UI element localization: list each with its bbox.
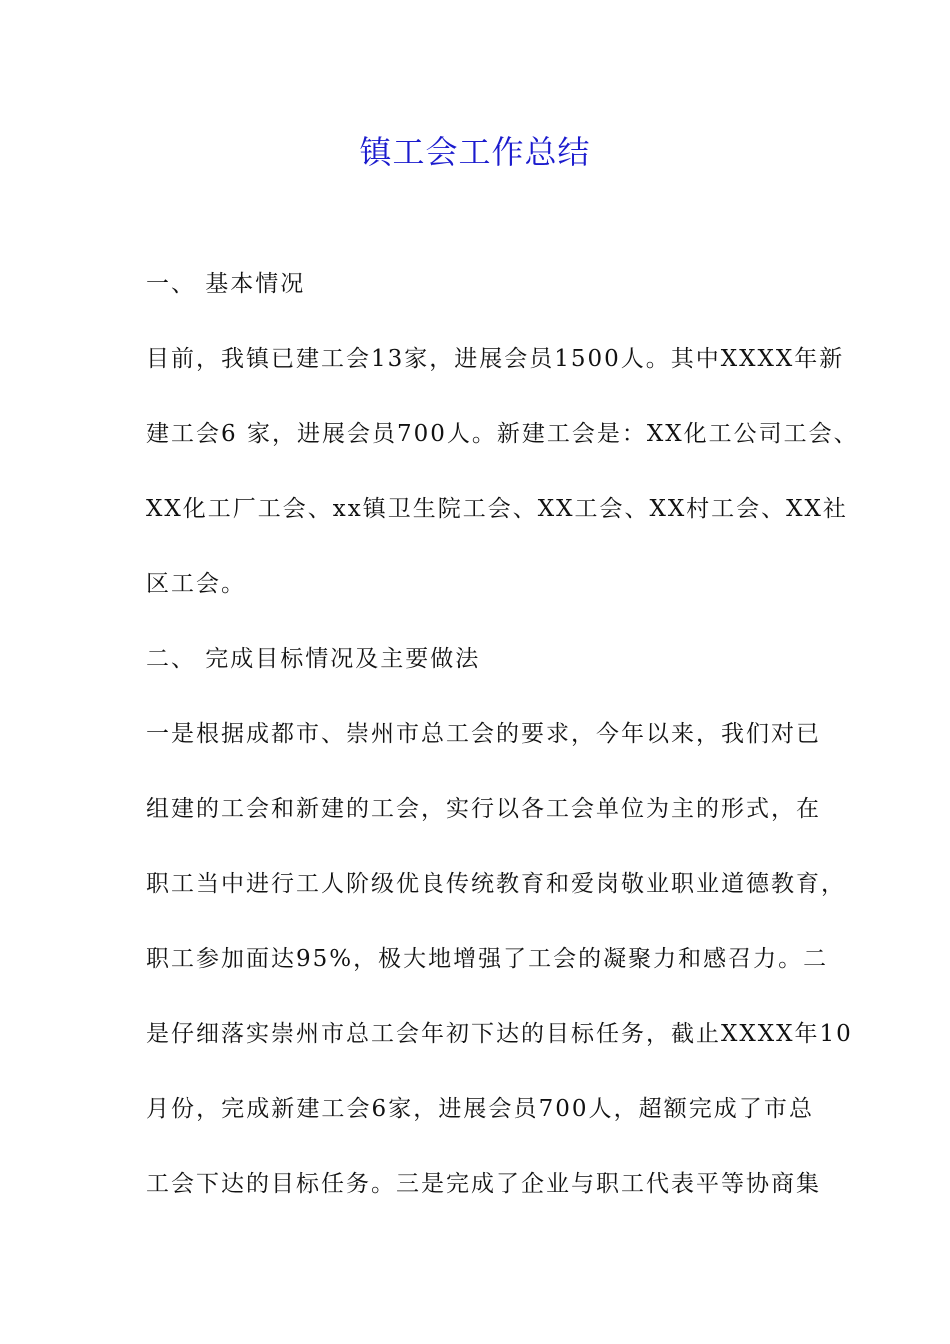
paragraph-line: XX化工厂工会、xx镇卫生院工会、XX工会、XX村工会、XX社 [146,496,848,522]
paragraph-line: 区工会。 [146,571,246,597]
document-title: 镇工会工作总结 [359,133,591,171]
paragraph-line: 目前，我镇已建工会13家，进展会员1500人。其中XXXX年新 [146,346,845,372]
paragraph-line: 职工参加面达95%，极大地增强了工会的凝聚力和感召力。二 [146,946,829,972]
paragraph-line: 建工会6 家，进展会员700人。新建工会是：XX化工公司工会、 [146,421,859,447]
section-heading-goals: 二、 完成目标情况及主要做法 [146,646,481,672]
paragraph-line: 是仔细落实崇州市总工会年初下达的目标任务，截止XXXX年10 [146,1021,853,1047]
paragraph-line: 月份，完成新建工会6家，进展会员700人，超额完成了市总 [146,1096,814,1122]
paragraph-line: 组建的工会和新建的工会，实行以各工会单位为主的形式，在 [146,796,821,822]
section-heading-basic: 一、 基本情况 [146,271,306,297]
paragraph-line: 一是根据成都市、崇州市总工会的要求，今年以来，我们对已 [146,721,821,747]
paragraph-line: 工会下达的目标任务。三是完成了企业与职工代表平等协商集 [146,1171,821,1197]
paragraph-line: 职工当中进行工人阶级优良传统教育和爱岗敬业职业道德教育， [146,871,846,897]
